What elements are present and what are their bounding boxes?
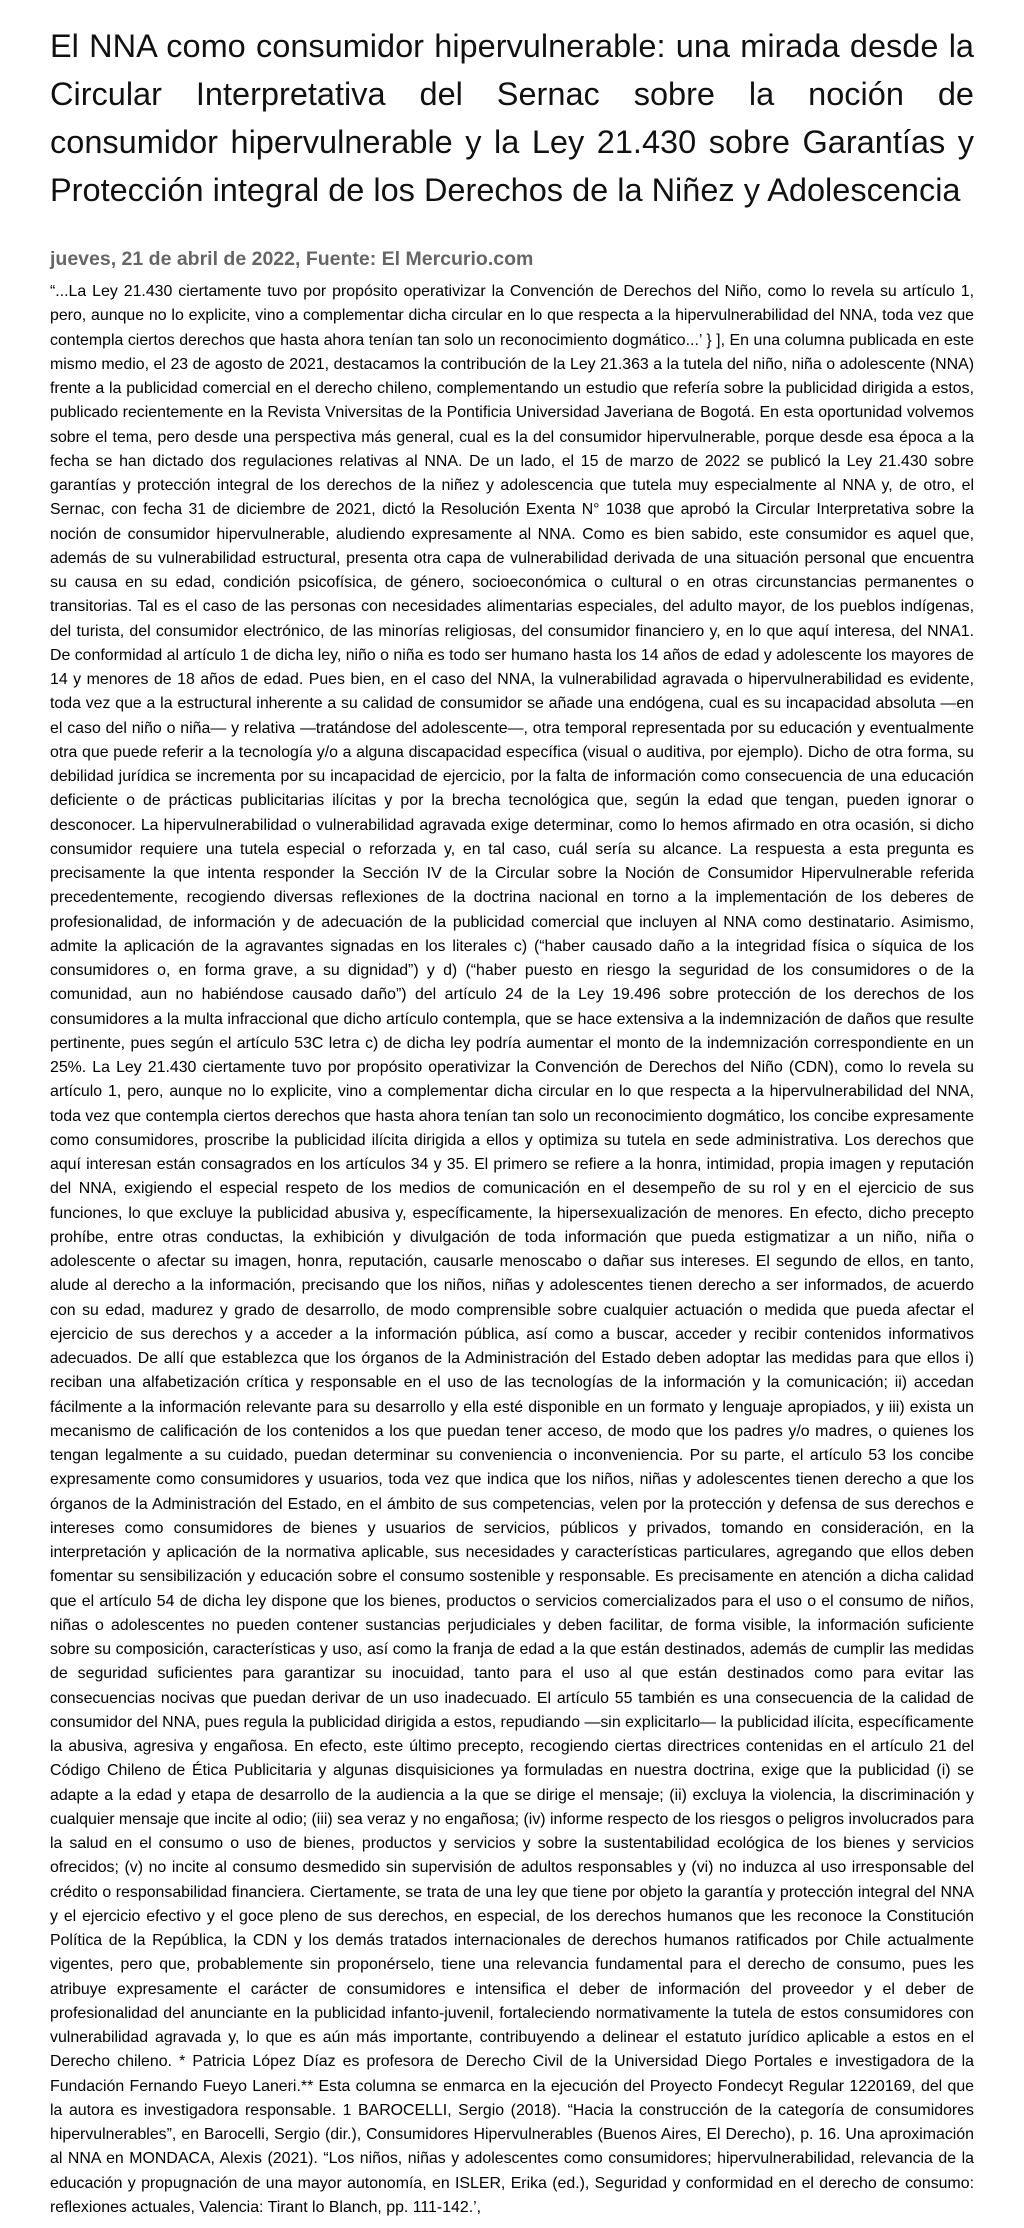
article-body: “...La Ley 21.430 ciertamente tuvo por propósito operativizar la Convención de Derechos del Niño, como lo revela su artículo 1, pero, aunque no lo explicite, vino a complementar dicha circular en lo que respecta a la hipervulnerabilidad del NNA, toda vez que contempla ciertos derechos que hasta ahora tenían tan solo un reconocimiento dogmático...’ } ], En una columna publicada en este mismo medio, el 23 de agosto de 2021, destacamos la contribución de la Ley 21.363 a la tutela del niño, niña o adolescente (NNA) frente a la publicidad comercial en el derecho chileno, complementando un estudio que refería sobre la publicidad dirigida a estos, publicado recientemente en la Revista Vniversitas de la Pontificia Universidad Javeriana de Bogotá. En esta oportunidad volvemos sobre el tema, pero desde una perspectiva más general, cual es la del consumidor hipervulnerable, porque desde esa época a la fecha se han dictado dos regulaciones relativas al NNA. De un lado, el 15 de marzo de 2022 se publicó la Ley 21.430 sobre garantías y protección integral de los derechos de la niñez y adolescencia que tutela muy especialmente al NNA y, de otro, el Sernac, con fecha 31 de diciembre de 2021, dictó la Resolución Exenta N° 1038 que aprobó la Circular Interpretativa sobre la noción de consumidor hipervulnerable, aludiendo expresamente al NNA. Como es bien sabido, este consumidor es aquel que, además de su vulnerabilidad estructural, presenta otra capa de vulnerabilidad derivada de una situación personal que encuentra su causa en su edad, condición psicofísica, de género, socioeconómica o cultural o en otras circunstancias permanentes o transitorias. Tal es el caso de las personas con necesidades alimentarias especiales, del adulto mayor, de los pueblos indígenas, del turista, del consumidor electrónico, de las minorías religiosas, del consumidor financiero y, en lo que aquí interesa, del NNA1. De conformidad al artículo 1 de dicha ley, niño o niña es todo ser humano hasta los 14 años de edad y adolescente los mayores de 14 y menores de 18 años de edad. Pues bien, en el caso del NNA, la vulnerabilidad agravada o hipervulnerabilidad es evidente, toda vez que a la estructural inherente a su calidad de consumidor se añade una endógena, cual es su incapacidad absoluta —en el caso del niño o niña— y relativa —tratándose del adolescente—, otra temporal representada por su educación y eventualmente otra que puede referir a la tecnología y/o a alguna discapacidad específica (visual o auditiva, por ejemplo). Dicho de otra forma, su debilidad jurídica se incrementa por su incapacidad de ejercicio, por la falta de información como consecuencia de una educación deficiente o de prácticas publicitarias ilícitas y por la brecha tecnológica que, según la edad que tengan, pueden ignorar o desconocer. La hipervulnerabilidad o vulnerabilidad agravada exige determinar, como lo hemos afirmado en otra ocasión, si dicho consumidor requiere una tutela especial o reforzada y, en tal caso, cuál sería su alcance. La respuesta a esta pregunta es precisamente la que intenta responder la Sección IV de la Circular sobre la Noción de Consumidor Hipervulnerable referida precedentemente, recogiendo diversas reflexiones de la doctrina nacional en torno a la implementación de los deberes de profesionalidad, de información y de adecuación de la publicidad comercial que incluyen al NNA como destinatario. Asimismo, admite la aplicación de la agravantes signadas en los literales c) (“haber causado daño a la integridad física o síquica de los consumidores o, en forma grave, a su dignidad”) y d) (“haber puesto en riesgo la seguridad de los consumidores o de la comunidad, aun no habiéndose causado daño”) del artículo 24 de la Ley 19.496 sobre protección de los derechos de los consumidores a la multa infraccional que dicho artículo contempla, que se hace extensiva a la indemnización de daños que resulte pertinente, pues según el artículo 53C letra c) de dicha ley podría aumentar el monto de la indemnización correspondiente en un 25%. La Ley 21.430 ciertamente tuvo por propósito operativizar la Convención de Derechos del Niño (CDN), como lo revela su artículo 1, pero, aunque no lo explicite, vino a complementar dicha circular en lo que respecta a la hipervulnerabilidad del NNA, toda vez que contempla ciertos derechos que hasta ahora tenían tan solo un reconocimiento dogmático, los concibe expresamente como consumidores, proscribe la publicidad ilícita dirigida a ellos y optimiza su tutela en sede administrativa. Los derechos que aquí interesan están consagrados en los artículos 34 y 35. El primero se refiere a la honra, intimidad, propia imagen y reputación del NNA, exigiendo el especial respeto de los medios de comunicación en el desempeño de su rol y en el ejercicio de sus funciones, lo que excluye la publicidad abusiva y, específicamente, la hipersexualización de menores. En efecto, dicho precepto prohíbe, entre otras conductas, la exhibición y divulgación de toda información que pueda estigmatizar a un niño, niña o adolescente o afectar su imagen, honra, reputación, causarle menoscabo o dañar sus intereses. El segundo de ellos, en tanto, alude al derecho a la información, precisando que los niños, niñas y adolescentes tienen derecho a ser informados, de acuerdo con su edad, madurez y grado de desarrollo, de modo comprensible sobre cualquier actuación o medida que pueda afectar el ejercicio de sus derechos y a acceder a la información pública, así como a buscar, acceder y recibir contenidos informativos adecuados. De allí que establezca que los órganos de la Administración del Estado deben adoptar las medidas para que ellos i) reciban una alfabetización crítica y responsable en el uso de las tecnologías de la información y la comunicación; ii) accedan fácilmente a la información relevante para su desarrollo y ella esté disponible en un formato y lenguaje apropiados, y iii) exista un mecanismo de calificación de los contenidos a los que puedan tener acceso, de modo que los padres y/o madres, o quienes los tengan legalmente a su cuidado, puedan determinar su conveniencia o inconveniencia. Por su parte, el artículo 53 los concibe expresamente como consumidores y usuarios, toda vez que indica que los niños, niñas y adolescentes tienen derecho a que los órganos de la Administración del Estado, en el ámbito de sus competencias, velen por la protección y defensa de sus derechos e intereses como consumidores de bienes y usuarios de servicios, públicos y privados, tomando en consideración, en la interpretación y aplicación de la normativa aplicable, sus necesidades y características particulares, agregando que ellos deben fomentar su sensibilización y educación sobre el consumo sostenible y responsable. Es precisamente en atención a dicha calidad que el artículo 54 de dicha ley dispone que los bienes, productos o servicios comercializados para el uso o el consumo de niños, niñas o adolescentes no pueden contener sustancias perjudiciales y deben facilitar, de forma visible, la información suficiente sobre su composición, características y uso, así como la franja de edad a la que están destinados, además de cumplir las medidas de seguridad suficientes para garantizar su inocuidad, tanto para el uso al que están destinados como para evitar las consecuencias nocivas que puedan derivar de un uso inadecuado. El artículo 55 también es una consecuencia de la calidad de consumidor del NNA, pues regula la publicidad dirigida a estos, repudiando —sin explicitarlo— la publicidad ilícita, específicamente la abusiva, agresiva y engañosa. En efecto, este último precepto, recogiendo ciertas directrices contenidas en el artículo 21 del Código Chileno de Ética Publicitaria y algunas disquisiciones ya formuladas en nuestra doctrina, exige que la publicidad (i) se adapte a la edad y etapa de desarrollo de la audiencia a la que se dirige el mensaje; (ii) excluya la violencia, la discriminación y cualquier mensaje que incite al odio; (iii) sea veraz y no engañosa; (iv) informe respecto de los riesgos o peligros involucrados para la salud en el consumo o uso de bienes, productos y servicios y sobre la sustentabilidad ecológica de los bienes y servicios ofrecidos; (v) no incite al consumo desmedido sin supervisión de adultos responsables y (vi) no induzca al uso irresponsable del crédito o responsabilidad financiera. Ciertamente, se trata de una ley que tiene por objeto la garantía y protección integral del NNA y el ejercicio efectivo y el goce pleno de sus derechos, en especial, de los derechos humanos que les reconoce la Constitución Política de la República, la CDN y los demás tratados internacionales de derechos humanos ratificados por Chile actualmente vigentes, pero que, probablemente sin proponérselo, tiene una relevancia fundamental para el derecho de consumo, pues les atribuye expresamente el carácter de consumidores e intensifica el deber de información del proveedor y el deber de profesionalidad del anunciante en la publicidad infanto-juvenil, fortaleciendo normativamente la tutela de estos consumidores con vulnerabilidad agravada y, lo que es aún más importante, contribuyendo a delinear el estatuto jurídico aplicable a estos en el Derecho chileno. * Patricia López Díaz es profesora de Derecho Civil de la Universidad Diego Portales e investigadora de la Fundación Fernando Fueyo Laneri.** Esta columna se enmarca en la ejecución del Proyecto Fondecyt Regular 1220169, del que la autora es investigadora responsable. 1 BAROCELLI, Sergio (2018). “Hacia la construcción de la categoría de consumidores hipervulnerables”, en Barocelli, Sergio (dir.), Consumidores Hipervulnerables (Buenos Aires, El Derecho), p. 16. Una aproximación al NNA en MONDACA, Alexis (2021). “Los niños, niñas y adolescentes como consumidores; hipervulnerabilidad, relevancia de la educación y propugnación de una mayor autonomía, en ISLER, Erika (ed.), Seguridad y conformidad en el derecho de consumo: reflexiones actuales, Valencia: Tirant lo Blanch, pp. 111-142.’,	[50, 283, 974, 2216]
article-date-source: jueves, 21 de abril de 2022, Fuente: El Mercurio.com	[50, 248, 534, 270]
article-title: El NNA como consumidor hipervulnerable: una mirada desde la Circular Interpretativa del Sernac sobre la noción de consumidor hipervulnerable y la Ley 21.430 sobre Garantías y Protección integral de los Derechos de la Niñez y Adolescencia	[50, 28, 974, 208]
